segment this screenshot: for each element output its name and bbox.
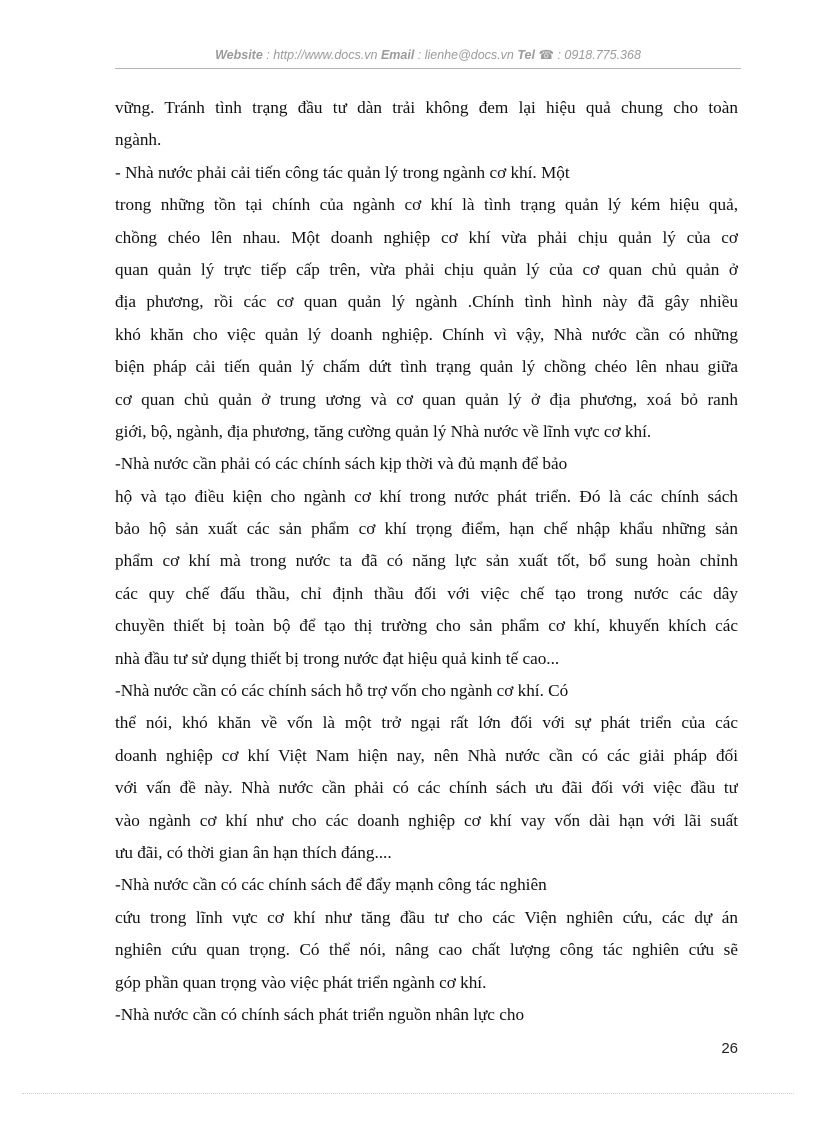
text-line: ngành. <box>115 130 162 150</box>
text-line: -Nhà nước cần phải có các chính sách kịp thời và đủ mạnh để bảo <box>115 454 568 474</box>
text-line: thể nói, khó khăn về vốn là một trở ngại rất lớn đối với sự phát triển của các <box>115 713 738 733</box>
text-line: phẩm cơ khí mà trong nước ta đã có năng lực sản xuất tốt, bổ sung hoàn chỉnh <box>115 551 738 571</box>
text-line: vào ngành cơ khí như cho các doanh nghiệp cơ khí vay vốn dài hạn với lãi suất <box>115 810 738 830</box>
email-label: Email <box>380 48 415 62</box>
document-body <box>115 92 738 1031</box>
text-line: nghiên cứu quan trọng. Có thể nói, nâng cao chất lượng công tác nghiên cứu sẽ <box>115 940 738 960</box>
website-label: Website <box>215 48 263 62</box>
text-line: khó khăn cho việc quản lý doanh nghiệp. Chính vì vậy, Nhà nước cần có những <box>115 324 738 344</box>
text-line: chuyền thiết bị toàn bộ để tạo thị trường cho sản phẩm cơ khí, khuyến khích các <box>115 616 738 636</box>
page-number: 26 <box>721 1040 738 1057</box>
tel-label: Tel <box>517 48 535 62</box>
text-line: cơ quan chủ quản ở trung ương và cơ quan quản lý ở địa phương, xoá bỏ ranh <box>115 389 738 409</box>
text-line: biện pháp cải tiến quản lý chấm dứt tình trạng quản lý chồng chéo lên nhau giữa <box>115 357 738 377</box>
text-line: vững. Tránh tình trạng đầu tư dàn trải không đem lại hiệu quả chung cho toàn <box>115 98 738 117</box>
email-address: : lienhe@docs.vn <box>417 48 514 62</box>
text-line: bảo hộ sản xuất các sản phẩm cơ khí trọng điểm, hạn chế nhập khẩu những sản <box>115 519 738 539</box>
text-line: góp phần quan trọng vào việc phát triển ngành cơ khí. <box>115 972 487 992</box>
page-header <box>115 47 741 62</box>
text-line: địa phương, rồi các cơ quan quản lý ngành .Chính tình hình này đã gây nhiều <box>115 292 738 312</box>
text-line: -Nhà nước cần có chính sách phát triển nguồn nhân lực cho <box>115 1004 525 1024</box>
text-line: doanh nghiệp cơ khí Việt Nam hiện nay, nên Nhà nước cần có các giải pháp đối <box>115 745 738 765</box>
text-line: với vấn đề này. Nhà nước cần phải có các chính sách ưu đãi đối với việc đầu tư <box>115 778 738 798</box>
tel-number: ☎ : 0918.775.368 <box>538 48 641 62</box>
text-line: ưu đãi, có thời gian ân hạn thích đáng.... <box>115 842 392 862</box>
text-line: hộ và tạo điều kiện cho ngành cơ khí trong nước phát triển. Đó là các chính sách <box>115 486 738 506</box>
page-bottom-divider <box>22 1093 794 1094</box>
header-divider <box>115 68 741 69</box>
website-url: : http://www.docs.vn <box>266 48 378 62</box>
text-line: chồng chéo lên nhau. Một doanh nghiệp cơ khí vừa phải chịu quản lý của cơ <box>115 227 738 247</box>
text-line: nhà đầu tư sử dụng thiết bị trong nước đạt hiệu quả kinh tế cao... <box>115 648 560 668</box>
text-line: giới, bộ, ngành, địa phương, tăng cường quản lý Nhà nước về lĩnh vực cơ khí. <box>115 421 652 441</box>
text-line: các quy chế đấu thầu, chỉ định thầu đối với việc chế tạo trong nước các dây <box>115 583 738 603</box>
text-line: cứu trong lĩnh vực cơ khí như tăng đầu tư cho các Viện nghiên cứu, các dự án <box>115 907 738 927</box>
text-line: -Nhà nước cần có các chính sách để đẩy mạnh công tác nghiên <box>115 875 547 895</box>
text-line: quan quản lý trực tiếp cấp trên, vừa phải chịu quản lý của cơ quan chủ quản ở <box>115 259 738 279</box>
text-line: -Nhà nước cần có các chính sách hỗ trợ vốn cho ngành cơ khí. Có <box>115 681 569 701</box>
text-line: trong những tồn tại chính của ngành cơ khí là tình trạng quản lý kém hiệu quả, <box>115 195 738 215</box>
text-line: - Nhà nước phải cải tiến công tác quản lý trong ngành cơ khí. Một <box>115 162 570 182</box>
